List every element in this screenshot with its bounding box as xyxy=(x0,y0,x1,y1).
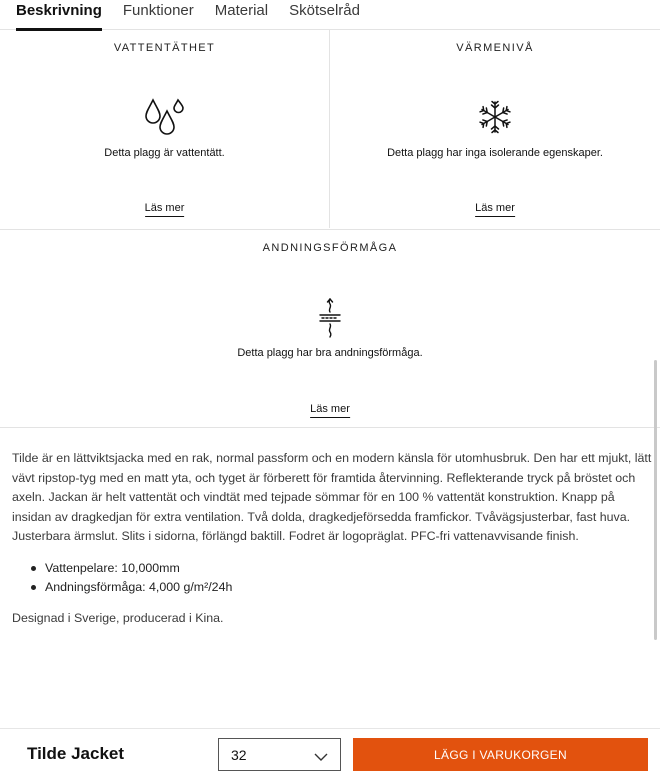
tab-material[interactable]: Material xyxy=(214,2,269,19)
tab-funktioner[interactable]: Funktioner xyxy=(122,2,194,19)
read-more-link[interactable]: Läs mer xyxy=(145,202,185,217)
purchase-bar xyxy=(0,728,660,778)
snowflake-icon xyxy=(478,100,512,139)
chevron-down-icon xyxy=(314,749,328,765)
origin-text: Designad i Sverige, producerad i Kina. xyxy=(12,611,224,625)
tab-beskrivning[interactable]: Beskrivning xyxy=(16,0,102,30)
size-value: 32 xyxy=(231,746,247,763)
read-more-link[interactable]: Läs mer xyxy=(475,202,515,217)
feature-card-water xyxy=(0,30,330,228)
water-drops-icon xyxy=(143,98,187,145)
product-description: Tilde är en lättviktsjacka med en rak, normal passform och en modern känsla för utomhusbruk. Den har ett mjukt, lätt vävt ripstop-tyg med en matt yta, och tyget är förberett för framtida återvinning. Reflekterande tryck på bröstet och axeln. Jackan är helt vattentät och vindtät med tejpade sömmar för en 100 % vattentät konstruktion. Knapp på insidan av dragkedjan för extra ventilation. Två dolda, dragkedjeförsedda framfickor. Tvåvägsjusterbar, fast huva. Justerbara ärmslut. Slits i sidorna, förlängd baktill. Fodret är logopräglat. PFC-fri vattenavvisande finish. xyxy=(12,451,652,543)
feature-description: Detta plagg har inga isolerande egenskaper. xyxy=(387,147,603,159)
add-to-cart-button[interactable]: LÄGG I VARUKORGEN xyxy=(353,738,648,771)
feature-description: Detta plagg är vattentätt. xyxy=(104,147,225,159)
spec-item: Vattenpelare: 10,000mm xyxy=(31,559,232,578)
product-name: Tilde Jacket xyxy=(27,744,125,763)
breathability-icon xyxy=(318,298,342,343)
feature-card-heat xyxy=(330,30,660,228)
feature-card-breathability xyxy=(0,229,660,428)
read-more-link[interactable]: Läs mer xyxy=(310,403,350,418)
size-select[interactable] xyxy=(218,738,341,771)
spec-list xyxy=(31,559,232,596)
tab-bar xyxy=(0,0,660,30)
feature-title: VATTENTÄTHET xyxy=(113,42,216,54)
feature-title: ANDNINGSFÖRMÅGA xyxy=(262,242,398,254)
scrollbar[interactable] xyxy=(654,360,657,640)
tab-skotselrad[interactable]: Skötselråd xyxy=(289,2,360,19)
spec-item: Andningsförmåga: 4,000 g/m²/24h xyxy=(31,578,232,597)
feature-description: Detta plagg har bra andningsförmåga. xyxy=(237,347,423,359)
feature-title: VÄRMENIVÅ xyxy=(456,42,534,54)
